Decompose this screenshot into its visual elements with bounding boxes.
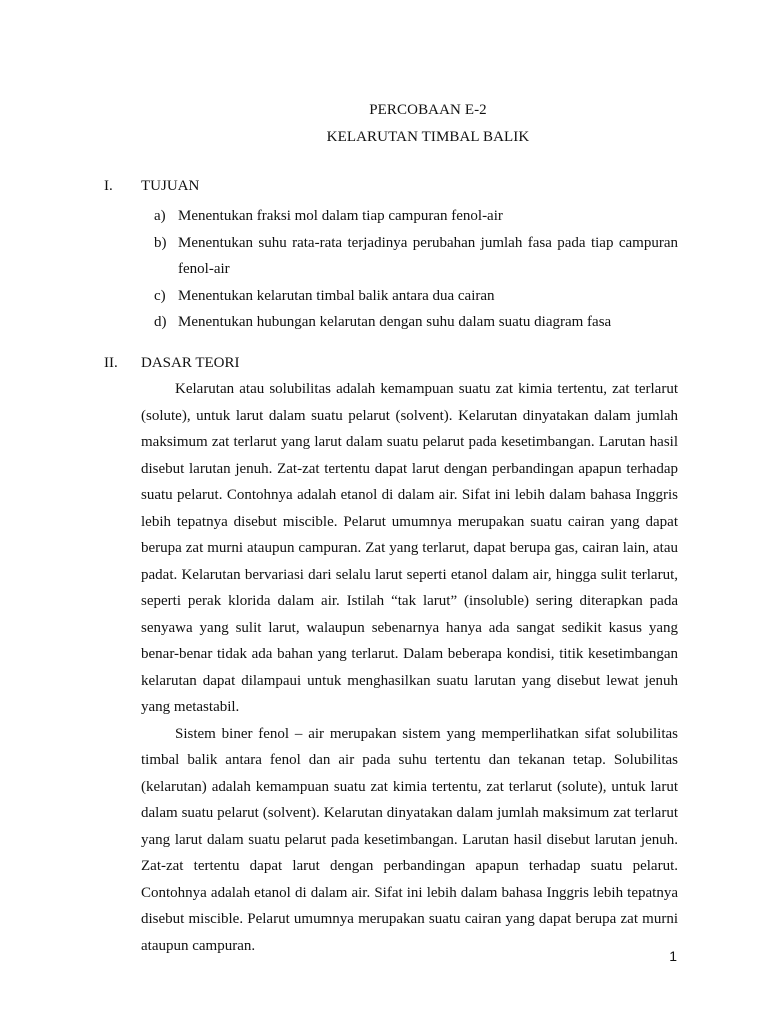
section-heading-tujuan: TUJUAN (141, 178, 200, 194)
list-item-marker: a) (154, 208, 166, 224)
list-item-marker: c) (154, 287, 166, 304)
theory-paragraph: Sistem biner fenol – air merupakan sistem yang memperlihatkan sifat solubilitas timbal balik antara fenol dan air pada suhu tertentu dan tekanan tetap. Solubilitas (kelarutan) adalah kemampuan suatu zat kimia tertentu, zat terlarut (solute), untuk larut dalam suatu pelarut (solvent). Kelarutan dinyatakan dalam jumlah maksimum zat terlarut yang larut dalam suatu pelarut pada kesetimbangan. Larutan hasil disebut larutan jenuh. Zat-zat tertentu dapat larut dengan perbandingan apapun terhadap suatu pelarut. Contohnya adalah etanol di dalam air. Sifat ini lebih dalam bahasa Inggris lebih tepatnya disebut miscible. Pelarut umumnya merupakan suatu cairan yang dapat berupa zat murni ataupun campuran. (141, 725, 678, 954)
list-item-marker: d) (154, 314, 167, 330)
section-heading-dasar-teori: DASAR TEORI (141, 355, 240, 371)
list-item-text: Menentukan fraksi mol dalam tiap campuran fenol-air (178, 208, 503, 224)
document-subtitle: KELARUTAN TIMBAL BALIK (326, 129, 530, 145)
list-item-text: Menentukan hubungan kelarutan dengan suhu dalam suatu diagram fasa (178, 314, 612, 330)
theory-paragraph: Kelarutan atau solubilitas adalah kemampuan suatu zat kimia tertentu, zat terlarut (solute), untuk larut dalam suatu pelarut (solvent). Kelarutan dinyatakan dalam jumlah maksimum zat terlarut yang larut dalam suatu pelarut pada kesetimbangan. Larutan hasil disebut larutan jenuh. Zat-zat tertentu dapat larut dengan perbandingan apapun terhadap suatu pelarut. Contohnya adalah etanol di dalam air. Sifat ini lebih dalam bahasa Inggris lebih tepatnya disebut miscible. Pelarut umumnya merupakan suatu cairan yang dapat berupa zat murni ataupun campuran. Zat yang terlarut, dapat berupa gas, cairan lain, atau padat. Kelarutan bervariasi dari selalu larut seperti etanol dalam air, hingga sulit terlarut, seperti perak klorida dalam air. Istilah “tak larut” (insoluble) sering diterapkan pada senyawa yang sulit larut, walaupun sebenarnya hanya ada sangat sedikit kasus yang benar-benar tidak ada bahan yang terlarut. Dalam beberapa kondisi, titik kesetimbangan kelarutan dapat dilampaui untuk menghasilkan suatu larutan yang disebut lewat jenuh yang metastabil. (141, 381, 678, 715)
page-number: 1 (669, 948, 677, 964)
section-number-tujuan: I. (104, 178, 113, 194)
list-item-text: Menentukan kelarutan timbal balik antara dua cairan (178, 287, 495, 304)
list-item (154, 283, 678, 310)
theory-body (141, 376, 678, 959)
section-number-dasar-teori: II. (104, 355, 118, 371)
list-item-marker: b) (154, 234, 167, 251)
list-item (154, 309, 678, 336)
objectives-list (154, 203, 678, 336)
list-item (154, 203, 678, 230)
document-title: PERCOBAAN E-2 (369, 102, 487, 118)
list-item (154, 230, 678, 283)
list-item-text: Menentukan suhu rata-rata terjadinya perubahan jumlah fasa pada tiap campuran fenol-air (178, 234, 678, 277)
